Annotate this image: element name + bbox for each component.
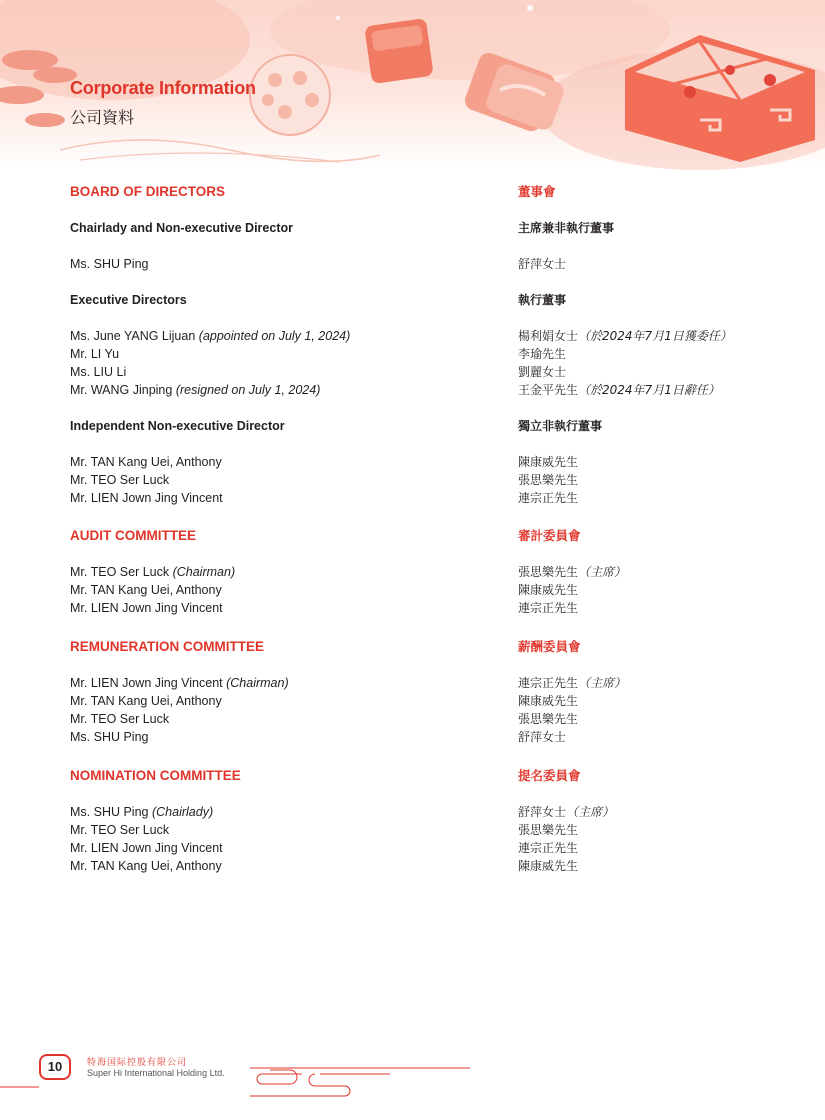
nomination-heading: NOMINATION COMMITTEE xyxy=(70,768,241,783)
english-column xyxy=(70,183,490,875)
nomination-member-chinese: 張思樂先生 xyxy=(518,823,579,837)
chair-name: Ms. SHU Ping xyxy=(70,257,149,271)
remuneration-member: Mr. TAN Kang Uei, Anthony xyxy=(70,694,222,708)
tofu-icon xyxy=(364,18,433,84)
remuneration-member: Mr. TEO Ser Luck xyxy=(70,712,170,726)
chair-name-chinese: 舒萍女士 xyxy=(518,257,567,271)
remuneration-heading-chinese: 薪酬委員會 xyxy=(518,639,581,654)
board-heading: BOARD OF DIRECTORS xyxy=(70,184,226,199)
nomination-member-chinese: 連宗正先生 xyxy=(518,841,579,855)
audit-member: Mr. TEO Ser Luck (Chairman) xyxy=(70,565,236,579)
chair-subheading-chinese: 主席兼非執行董事 xyxy=(518,221,615,235)
executive-director-entry-chinese: 楊利娟女士（於2024年7月1日獲委任） xyxy=(518,329,732,343)
ined-entry-chinese: 陳康威先生 xyxy=(518,455,579,469)
executive-director-entry: Mr. WANG Jinping (resigned on July 1, 2024) xyxy=(70,383,321,397)
chair-subheading: Chairlady and Non-executive Director xyxy=(70,221,293,235)
executive-director-entry: Ms. LIU Li xyxy=(70,365,127,379)
remuneration-member: Ms. SHU Ping xyxy=(70,730,149,744)
audit-heading: AUDIT COMMITTEE xyxy=(70,528,196,543)
company-name-chinese: 特海国际控股有限公司 xyxy=(87,1058,188,1068)
chinese-column xyxy=(518,183,818,875)
audit-heading-chinese: 審計委員會 xyxy=(518,528,581,543)
nomination-member: Mr. TAN Kang Uei, Anthony xyxy=(70,859,222,873)
executive-subheading-chinese: 執行董事 xyxy=(518,293,567,307)
appointment-note: (appointed on July 1, 2024) xyxy=(198,329,351,343)
remuneration-member-chinese: 連宗正先生（主席） xyxy=(518,676,627,690)
executive-director-entry: Mr. LI Yu xyxy=(70,347,120,361)
ined-entry-chinese: 連宗正先生 xyxy=(518,491,579,505)
nomination-member: Mr. LIEN Jown Jing Vincent xyxy=(70,841,223,855)
executive-director-entry-chinese: 劉麗女士 xyxy=(518,365,567,379)
nomination-member-chinese: 舒萍女士（主席） xyxy=(518,805,615,819)
ined-entry: Mr. TAN Kang Uei, Anthony xyxy=(70,455,222,469)
audit-member-chinese: 連宗正先生 xyxy=(518,601,579,615)
executive-subheading: Executive Directors xyxy=(70,293,187,307)
page-footer xyxy=(0,1050,825,1120)
remuneration-member-chinese: 舒萍女士 xyxy=(518,730,567,744)
lotus-root-icon xyxy=(250,55,330,135)
ined-subheading: Independent Non-executive Director xyxy=(70,419,285,433)
nomination-heading-chinese: 提名委員會 xyxy=(518,768,581,783)
remuneration-member: Mr. LIEN Jown Jing Vincent (Chairman) xyxy=(70,676,289,690)
audit-member: Mr. TAN Kang Uei, Anthony xyxy=(70,583,222,597)
header-banner xyxy=(0,0,825,170)
remuneration-heading: REMUNERATION COMMITTEE xyxy=(70,639,264,654)
nomination-member: Mr. TEO Ser Luck xyxy=(70,823,170,837)
remuneration-member-chinese: 陳康威先生 xyxy=(518,694,579,708)
nomination-member: Ms. SHU Ping (Chairlady) xyxy=(70,805,214,819)
nomination-member-chinese: 陳康威先生 xyxy=(518,859,579,873)
audit-member-chinese: 陳康威先生 xyxy=(518,583,579,597)
page-title-chinese: 公司資料 xyxy=(70,108,135,127)
audit-member: Mr. LIEN Jown Jing Vincent xyxy=(70,601,223,615)
resignation-note: (resigned on July 1, 2024) xyxy=(175,383,321,397)
ined-subheading-chinese: 獨立非執行董事 xyxy=(518,419,603,433)
executive-director-entry-chinese: 李瑜先生 xyxy=(518,347,567,361)
ined-entry: Mr. LIEN Jown Jing Vincent xyxy=(70,491,223,505)
ined-entry: Mr. TEO Ser Luck xyxy=(70,473,170,487)
ined-entry-chinese: 張思樂先生 xyxy=(518,473,579,487)
remuneration-member-chinese: 張思樂先生 xyxy=(518,712,579,726)
executive-director-entry: Ms. June YANG Lijuan (appointed on July 1, 2024) xyxy=(70,329,351,343)
page-title: Corporate Information xyxy=(70,78,256,98)
board-heading-chinese: 董事會 xyxy=(518,184,556,199)
page-number: 10 xyxy=(39,1054,71,1080)
audit-member-chinese: 張思樂先生（主席） xyxy=(518,565,627,579)
executive-director-entry-chinese: 王金平先生（於2024年7月1日辭任） xyxy=(518,383,720,397)
company-name: Super Hi International Holding Ltd. xyxy=(87,1068,225,1078)
